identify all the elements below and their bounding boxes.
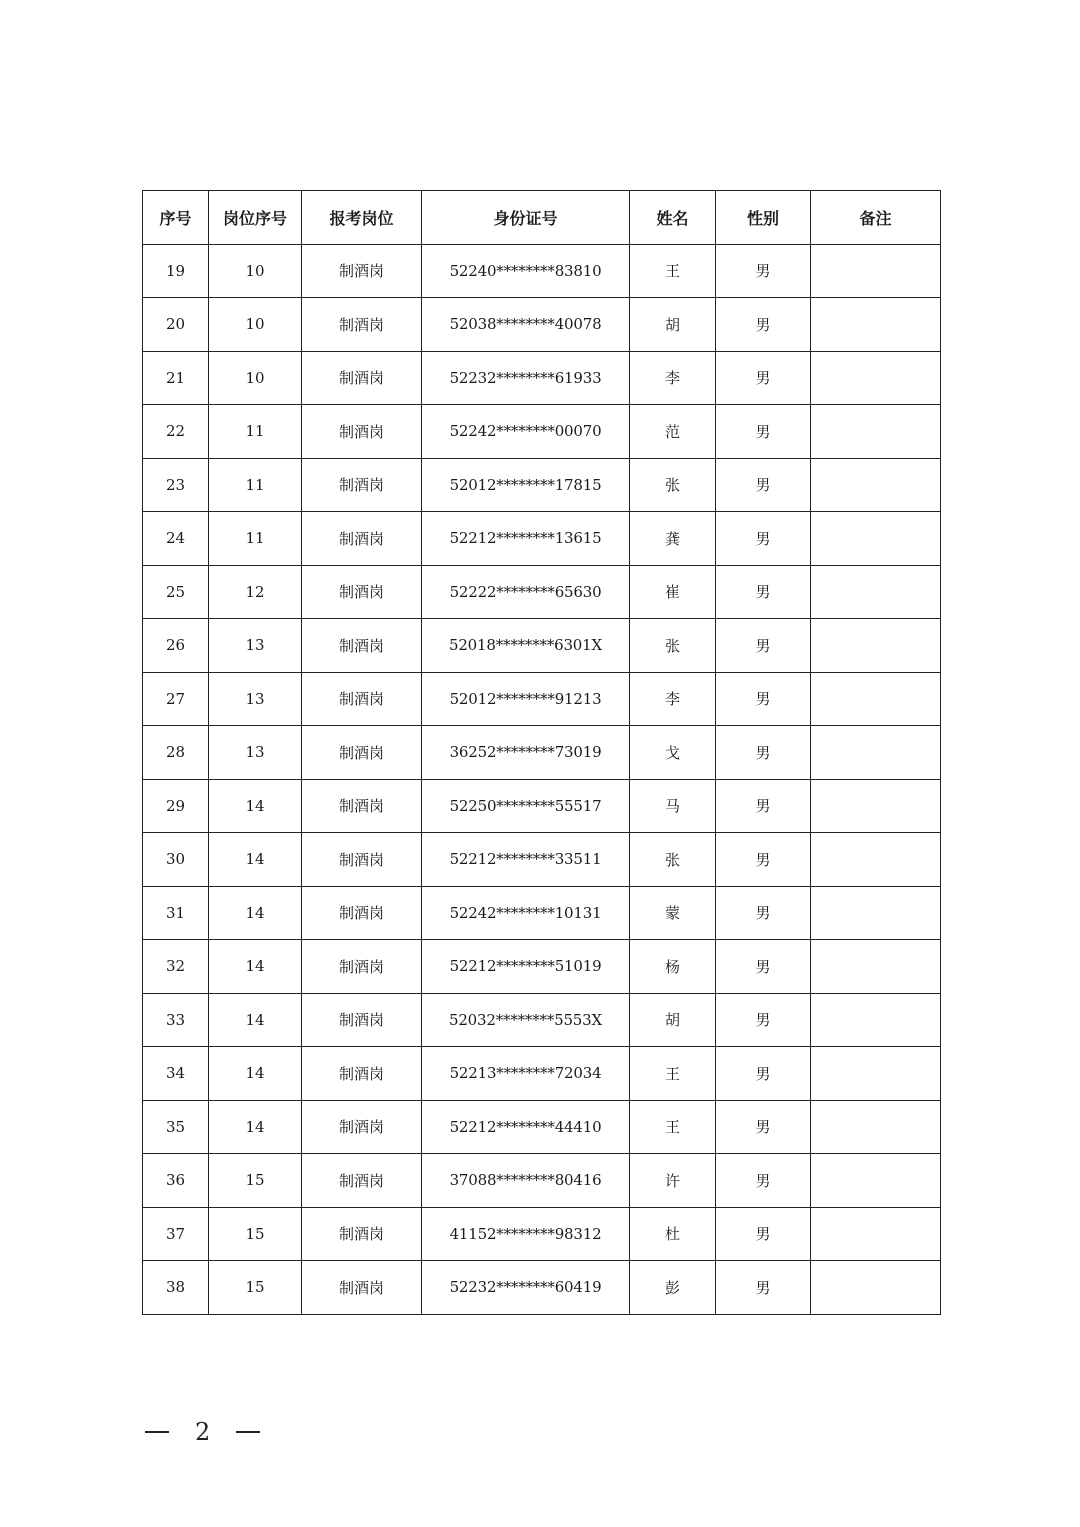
cell-name: 蒙 [630, 886, 716, 940]
cell-name: 胡 [630, 298, 716, 352]
cell-note [811, 993, 941, 1047]
cell-seq: 26 [143, 619, 209, 673]
cell-note [811, 244, 941, 298]
cell-note [811, 779, 941, 833]
cell-id-number: 52012********17815 [422, 458, 630, 512]
cell-post: 制酒岗 [302, 565, 422, 619]
cell-seq: 20 [143, 298, 209, 352]
cell-id-number: 52232********60419 [422, 1261, 630, 1315]
cell-post: 制酒岗 [302, 1261, 422, 1315]
cell-gender: 男 [716, 833, 811, 887]
cell-name: 王 [630, 1100, 716, 1154]
cell-gender: 男 [716, 298, 811, 352]
cell-note [811, 833, 941, 887]
cell-note [811, 1100, 941, 1154]
cell-name: 许 [630, 1154, 716, 1208]
cell-note [811, 1047, 941, 1101]
cell-gender: 男 [716, 244, 811, 298]
cell-id-number: 52213********72034 [422, 1047, 630, 1101]
cell-gender: 男 [716, 726, 811, 780]
table-row [143, 886, 941, 940]
cell-gender: 男 [716, 458, 811, 512]
cell-name: 崔 [630, 565, 716, 619]
cell-post-no: 11 [209, 458, 302, 512]
table-row [143, 619, 941, 673]
cell-gender: 男 [716, 1261, 811, 1315]
cell-post-no: 14 [209, 779, 302, 833]
cell-note [811, 565, 941, 619]
cell-gender: 男 [716, 351, 811, 405]
cell-seq: 38 [143, 1261, 209, 1315]
cell-gender: 男 [716, 1207, 811, 1261]
cell-post-no: 15 [209, 1207, 302, 1261]
table-row [143, 1100, 941, 1154]
table-row [143, 405, 941, 459]
cell-name: 戈 [630, 726, 716, 780]
table-row [143, 1207, 941, 1261]
cell-name: 马 [630, 779, 716, 833]
table-row [143, 351, 941, 405]
cell-seq: 30 [143, 833, 209, 887]
cell-name: 李 [630, 672, 716, 726]
header-post: 报考岗位 [302, 191, 422, 245]
table-row [143, 940, 941, 994]
cell-post: 制酒岗 [302, 1047, 422, 1101]
cell-gender: 男 [716, 886, 811, 940]
cell-id-number: 52250********55517 [422, 779, 630, 833]
cell-id-number: 52212********51019 [422, 940, 630, 994]
cell-note [811, 940, 941, 994]
cell-seq: 37 [143, 1207, 209, 1261]
cell-id-number: 37088********80416 [422, 1154, 630, 1208]
cell-post: 制酒岗 [302, 458, 422, 512]
cell-id-number: 52212********13615 [422, 512, 630, 566]
cell-seq: 34 [143, 1047, 209, 1101]
cell-gender: 男 [716, 1100, 811, 1154]
cell-post-no: 13 [209, 726, 302, 780]
cell-post: 制酒岗 [302, 1100, 422, 1154]
cell-note [811, 672, 941, 726]
cell-id-number: 41152********98312 [422, 1207, 630, 1261]
table-row [143, 726, 941, 780]
cell-post-no: 10 [209, 244, 302, 298]
cell-seq: 31 [143, 886, 209, 940]
header-id-number: 身份证号 [422, 191, 630, 245]
cell-post-no: 14 [209, 993, 302, 1047]
cell-seq: 29 [143, 779, 209, 833]
cell-post-no: 11 [209, 405, 302, 459]
cell-seq: 22 [143, 405, 209, 459]
cell-post-no: 15 [209, 1154, 302, 1208]
cell-post: 制酒岗 [302, 1154, 422, 1208]
table-row [143, 458, 941, 512]
cell-name: 范 [630, 405, 716, 459]
cell-post: 制酒岗 [302, 244, 422, 298]
cell-id-number: 52242********00070 [422, 405, 630, 459]
cell-post: 制酒岗 [302, 351, 422, 405]
table-row [143, 244, 941, 298]
cell-seq: 32 [143, 940, 209, 994]
cell-post: 制酒岗 [302, 1207, 422, 1261]
table-row [143, 565, 941, 619]
cell-seq: 36 [143, 1154, 209, 1208]
table-row [143, 779, 941, 833]
table-row [143, 1047, 941, 1101]
cell-post-no: 15 [209, 1261, 302, 1315]
footer-dash-right [236, 1431, 260, 1433]
table-row [143, 1261, 941, 1315]
cell-gender: 男 [716, 1154, 811, 1208]
cell-post: 制酒岗 [302, 779, 422, 833]
cell-note [811, 886, 941, 940]
header-post-no: 岗位序号 [209, 191, 302, 245]
cell-post-no: 13 [209, 672, 302, 726]
cell-name: 龚 [630, 512, 716, 566]
cell-post-no: 14 [209, 833, 302, 887]
cell-post: 制酒岗 [302, 512, 422, 566]
cell-post-no: 14 [209, 940, 302, 994]
cell-name: 张 [630, 458, 716, 512]
cell-id-number: 52038********40078 [422, 298, 630, 352]
cell-post-no: 12 [209, 565, 302, 619]
cell-gender: 男 [716, 672, 811, 726]
cell-note [811, 405, 941, 459]
cell-post-no: 14 [209, 886, 302, 940]
table-row [143, 1154, 941, 1208]
table-row [143, 672, 941, 726]
cell-post: 制酒岗 [302, 833, 422, 887]
cell-post-no: 14 [209, 1100, 302, 1154]
cell-note [811, 298, 941, 352]
cell-id-number: 52222********65630 [422, 565, 630, 619]
cell-post-no: 10 [209, 351, 302, 405]
page-number: 2 [195, 1418, 211, 1446]
table-row [143, 512, 941, 566]
cell-note [811, 619, 941, 673]
cell-note [811, 458, 941, 512]
cell-post: 制酒岗 [302, 940, 422, 994]
cell-name: 杨 [630, 940, 716, 994]
cell-post: 制酒岗 [302, 886, 422, 940]
cell-name: 王 [630, 1047, 716, 1101]
cell-post-no: 13 [209, 619, 302, 673]
cell-name: 胡 [630, 993, 716, 1047]
cell-seq: 23 [143, 458, 209, 512]
cell-post: 制酒岗 [302, 993, 422, 1047]
cell-post-no: 14 [209, 1047, 302, 1101]
table-row [143, 298, 941, 352]
cell-post: 制酒岗 [302, 726, 422, 780]
cell-id-number: 52232********61933 [422, 351, 630, 405]
cell-seq: 28 [143, 726, 209, 780]
footer-dash-left [145, 1431, 169, 1433]
cell-id-number: 52242********10131 [422, 886, 630, 940]
header-gender: 性别 [716, 191, 811, 245]
cell-gender: 男 [716, 405, 811, 459]
cell-gender: 男 [716, 993, 811, 1047]
cell-seq: 19 [143, 244, 209, 298]
cell-name: 张 [630, 833, 716, 887]
cell-note [811, 1207, 941, 1261]
cell-gender: 男 [716, 619, 811, 673]
cell-id-number: 52212********44410 [422, 1100, 630, 1154]
cell-id-number: 52012********91213 [422, 672, 630, 726]
header-note: 备注 [811, 191, 941, 245]
cell-name: 张 [630, 619, 716, 673]
header-name: 姓名 [630, 191, 716, 245]
cell-gender: 男 [716, 565, 811, 619]
cell-seq: 21 [143, 351, 209, 405]
cell-gender: 男 [716, 1047, 811, 1101]
candidate-table [142, 190, 941, 1315]
cell-gender: 男 [716, 779, 811, 833]
cell-note [811, 351, 941, 405]
table-header-row [143, 191, 941, 245]
cell-id-number: 52240********83810 [422, 244, 630, 298]
table-row [143, 833, 941, 887]
cell-seq: 25 [143, 565, 209, 619]
cell-gender: 男 [716, 512, 811, 566]
cell-post: 制酒岗 [302, 405, 422, 459]
cell-post-no: 10 [209, 298, 302, 352]
cell-id-number: 52018********6301X [422, 619, 630, 673]
cell-seq: 35 [143, 1100, 209, 1154]
cell-id-number: 36252********73019 [422, 726, 630, 780]
cell-seq: 24 [143, 512, 209, 566]
cell-seq: 33 [143, 993, 209, 1047]
cell-name: 彭 [630, 1261, 716, 1315]
cell-note [811, 512, 941, 566]
cell-note [811, 1261, 941, 1315]
cell-name: 杜 [630, 1207, 716, 1261]
cell-name: 王 [630, 244, 716, 298]
cell-gender: 男 [716, 940, 811, 994]
cell-name: 李 [630, 351, 716, 405]
header-seq: 序号 [143, 191, 209, 245]
cell-seq: 27 [143, 672, 209, 726]
cell-id-number: 52212********33511 [422, 833, 630, 887]
cell-note [811, 726, 941, 780]
table-row [143, 993, 941, 1047]
cell-post: 制酒岗 [302, 672, 422, 726]
cell-note [811, 1154, 941, 1208]
cell-post: 制酒岗 [302, 619, 422, 673]
cell-post-no: 11 [209, 512, 302, 566]
cell-post: 制酒岗 [302, 298, 422, 352]
page-footer [145, 1418, 260, 1446]
cell-id-number: 52032********5553X [422, 993, 630, 1047]
